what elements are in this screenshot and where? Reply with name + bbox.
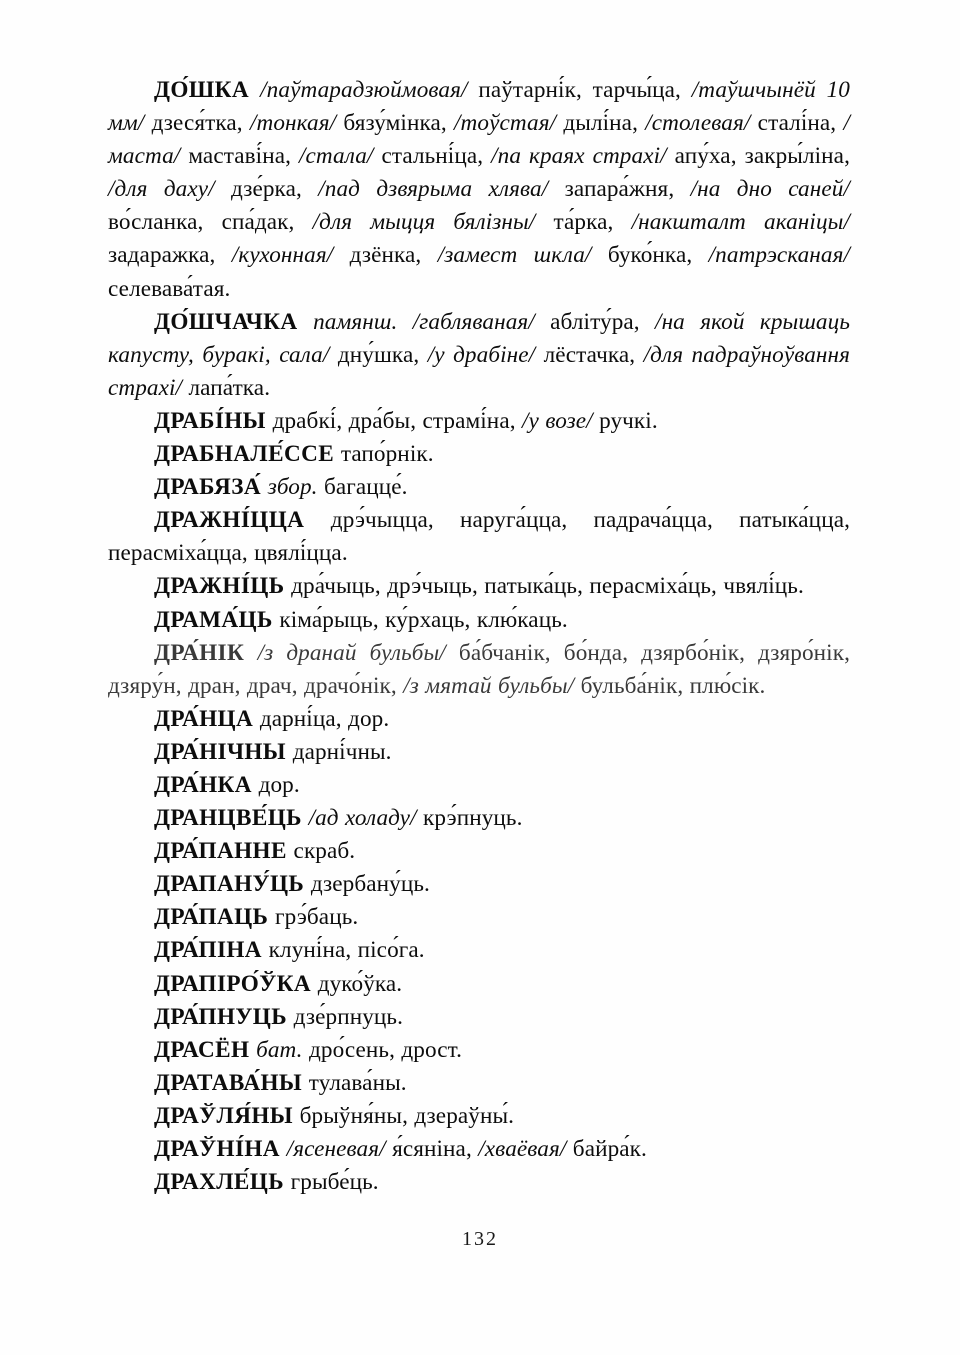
entry-headword: ДРАЖНІ́ЦЦА <box>154 507 331 534</box>
entry-gloss: /тоўстая/ <box>454 110 557 137</box>
dictionary-entry <box>108 438 850 471</box>
entry-gloss: /столевая/ <box>645 110 751 137</box>
entry-synonyms: запара́жня, <box>548 176 691 203</box>
entry-headword: ДРАБІ́НЫ <box>154 407 273 434</box>
entry-synonyms: бульба́нік, плю́сік. <box>574 672 766 699</box>
entry-headword: ДРАНЦВЕ́ЦЬ <box>154 805 309 832</box>
entry-synonyms: дзе́рпнуць. <box>293 1003 403 1030</box>
entry-synonyms: брыўня́ны, дзераўны́. <box>299 1102 515 1129</box>
entry-synonyms: грыбе́ць. <box>290 1169 379 1196</box>
entry-synonyms: ба́бчанік, бо́нда, дзярбо́нік, дзяро́нік, дзяру́н, дран, драч, драчо́нік, <box>108 639 850 699</box>
entry-gloss: /для падраўноўвання страхі/ <box>108 341 851 401</box>
entry-headword: ДРАПАНУ́ЦЬ <box>154 871 311 898</box>
entry-synonyms: паўтарні́к, тарчы́ца, <box>467 77 692 103</box>
dictionary-entry <box>108 769 850 802</box>
entry-synonyms: апу́ха, закры́ліна, <box>666 143 850 170</box>
entry-gloss: /на якой крышаць капусту, буракі, сала/ <box>108 308 850 368</box>
entry-headword: ДРАЖНІ́ЦЬ <box>154 573 292 600</box>
entry-headword: ДРАСЁН <box>154 1036 257 1063</box>
dictionary-entry <box>108 1001 850 1034</box>
entry-gloss: /габляваная/ <box>412 308 535 335</box>
entry-headword: ДРАБНАЛЕ́ССЕ <box>154 441 341 468</box>
entry-synonyms: дзеся́тка, <box>144 110 250 137</box>
entry-gloss: /замест шкла/ <box>437 242 592 269</box>
entry-synonyms: дрэ́чыцца, наруга́цца, падрача́цца, патыка́цца, перасміха́цца, цвялі́цца. <box>108 507 850 567</box>
entry-gloss: /у драбіне/ <box>427 341 536 368</box>
entry-synonyms: сталі́на, <box>750 110 844 137</box>
entry-gloss: /для мыцця бялізны/ <box>312 209 536 236</box>
dictionary-entry <box>108 1034 850 1067</box>
entry-synonyms: грэ́баць. <box>274 904 359 931</box>
entry-gloss: /па краях страхі/ <box>491 143 667 170</box>
entry-gloss: /таўшчынёй 10 мм/ <box>108 77 850 137</box>
dictionary-entry <box>108 868 850 901</box>
entry-synonyms: кіма́рыць, ку́рхаць, клю́каць. <box>279 606 568 633</box>
entry-headword: ДРАЎНІ́НА <box>154 1136 287 1162</box>
entry-synonyms: дро́сень, дрост. <box>302 1036 463 1063</box>
entry-synonyms: байра́к. <box>566 1136 647 1162</box>
entry-synonyms: та́рка, <box>535 209 632 236</box>
entry-synonyms: абліту́ра, <box>534 308 656 335</box>
entry-synonyms: дзе́рка, <box>214 176 319 203</box>
dictionary-entry <box>108 736 850 769</box>
entry-gloss: /накшталт аканіцы/ <box>631 209 850 236</box>
entry-headword: ДРА́ПНУЦЬ <box>154 1003 294 1030</box>
dictionary-entry <box>108 637 850 703</box>
entry-headword: ДРАПІРО́ЎКА <box>154 970 318 997</box>
dictionary-entry <box>108 1100 850 1133</box>
dictionary-entry <box>108 504 850 570</box>
entry-gloss: /кухонная/ <box>231 242 334 269</box>
entry-headword: ДРАМА́ЦЬ <box>154 606 280 633</box>
entry-synonyms: клуні́на, пісо́га. <box>268 937 425 964</box>
entry-gloss: /з дранай бульбы/ <box>257 639 446 666</box>
entry-gloss: /маста/ <box>108 110 850 170</box>
entry-synonyms: лёстачка, <box>535 341 644 368</box>
entry-synonyms <box>397 309 412 335</box>
dictionary-entry <box>108 604 850 637</box>
entry-synonyms: дуко́ўка. <box>317 970 403 997</box>
entry-headword: ДРА́ПАЦЬ <box>154 904 275 931</box>
entry-gloss: /ад холаду/ <box>308 805 417 832</box>
dictionary-entry-list <box>108 74 850 1199</box>
dictionary-entry <box>108 306 850 405</box>
entry-gloss: бат. <box>256 1036 303 1063</box>
entry-headword: ДРА́НІЧНЫ <box>154 738 293 765</box>
entry-gloss: /паўтарадзюймовая/ <box>260 77 468 103</box>
entry-gloss: /з мятай бульбы/ <box>403 672 575 699</box>
entry-gloss: /хваёвая/ <box>478 1136 567 1162</box>
entry-headword: ДРА́НІК <box>154 639 258 666</box>
entry-synonyms: маставі́на, <box>180 143 299 170</box>
dictionary-entry <box>108 74 850 306</box>
dictionary-entry <box>108 901 850 934</box>
entry-synonyms: крэ́пнуць. <box>416 805 523 832</box>
entry-headword: ДРАХЛЕ́ЦЬ <box>154 1169 291 1196</box>
entry-gloss: /на дно саней/ <box>690 176 850 203</box>
entry-gloss: /стала/ <box>298 143 374 170</box>
entry-synonyms: тапо́рнік. <box>340 441 434 468</box>
dictionary-entry <box>108 471 850 504</box>
entry-gloss: /ясеневая/ <box>286 1136 386 1162</box>
entry-synonyms: драбкі́, дра́бы, страмі́на, <box>272 407 523 434</box>
entry-gloss: /у возе/ <box>522 407 593 434</box>
entry-synonyms: дор. <box>258 771 300 798</box>
entry-gloss: /для даху/ <box>108 176 215 203</box>
entry-synonyms: дра́чыць, дрэ́чыць, патыка́ць, перасміха́ць, чвялі́ць. <box>291 573 804 600</box>
entry-synonyms: бязу́мінка, <box>336 110 455 137</box>
entry-headword: ДРАЎЛЯ́НЫ <box>154 1102 300 1129</box>
dictionary-entry <box>108 1067 850 1100</box>
entry-headword: ДРАБЯЗА́ <box>154 474 268 501</box>
dictionary-entry <box>108 1166 850 1199</box>
entry-synonyms: лапа́тка. <box>182 374 271 401</box>
entry-synonyms: дзербану́ць. <box>310 871 430 898</box>
entry-synonyms: задаражка, <box>108 242 232 269</box>
entry-synonyms: во́сланка, спа́дак, <box>108 209 313 236</box>
entry-gloss: /пад дзвярыма хлява/ <box>318 176 549 203</box>
entry-headword: ДРА́ПІНА <box>154 937 269 964</box>
entry-gloss: збор. <box>267 474 318 501</box>
entry-synonyms: я́сяніна, <box>385 1136 479 1162</box>
entry-synonyms: дарні́ца, дор. <box>259 705 390 732</box>
dictionary-entry <box>108 835 850 868</box>
entry-synonyms: селевава́тая. <box>108 275 231 302</box>
dictionary-entry <box>108 703 850 736</box>
dictionary-entry <box>108 934 850 967</box>
entry-headword: ДРА́ПАННЕ <box>154 838 294 865</box>
dictionary-entry <box>108 570 850 603</box>
entry-synonyms: дарні́чны. <box>292 738 392 765</box>
entry-synonyms: дзёнка, <box>333 242 438 269</box>
entry-synonyms: скраб. <box>293 838 356 865</box>
entry-headword: ДО́ШКА <box>154 77 261 103</box>
entry-headword: ДО́ШЧАЧКА <box>154 308 314 335</box>
entry-headword: ДРАТАВА́НЫ <box>154 1069 309 1096</box>
entry-synonyms: тулава́ны. <box>308 1069 407 1096</box>
entry-synonyms: дну́шка, <box>329 341 428 368</box>
entry-synonyms: буко́нка, <box>591 242 709 269</box>
entry-synonyms: багацце́. <box>317 474 408 501</box>
dictionary-entry <box>108 405 850 438</box>
entry-gloss: /патрэсканая/ <box>708 242 850 269</box>
dictionary-entry <box>108 802 850 835</box>
entry-synonyms: стальні́ца, <box>373 143 492 170</box>
entry-headword: ДРА́НЦА <box>154 705 260 732</box>
dictionary-entry <box>108 968 850 1001</box>
entry-synonyms: дылі́на, <box>556 110 646 137</box>
entry-gloss: памянш. <box>313 308 398 335</box>
entry-gloss: /тонкая/ <box>249 110 337 137</box>
dictionary-entry <box>108 1133 850 1166</box>
page-number: 132 <box>462 1228 498 1250</box>
entry-headword: ДРА́НКА <box>154 771 259 798</box>
entry-synonyms: ручкі. <box>592 407 658 434</box>
